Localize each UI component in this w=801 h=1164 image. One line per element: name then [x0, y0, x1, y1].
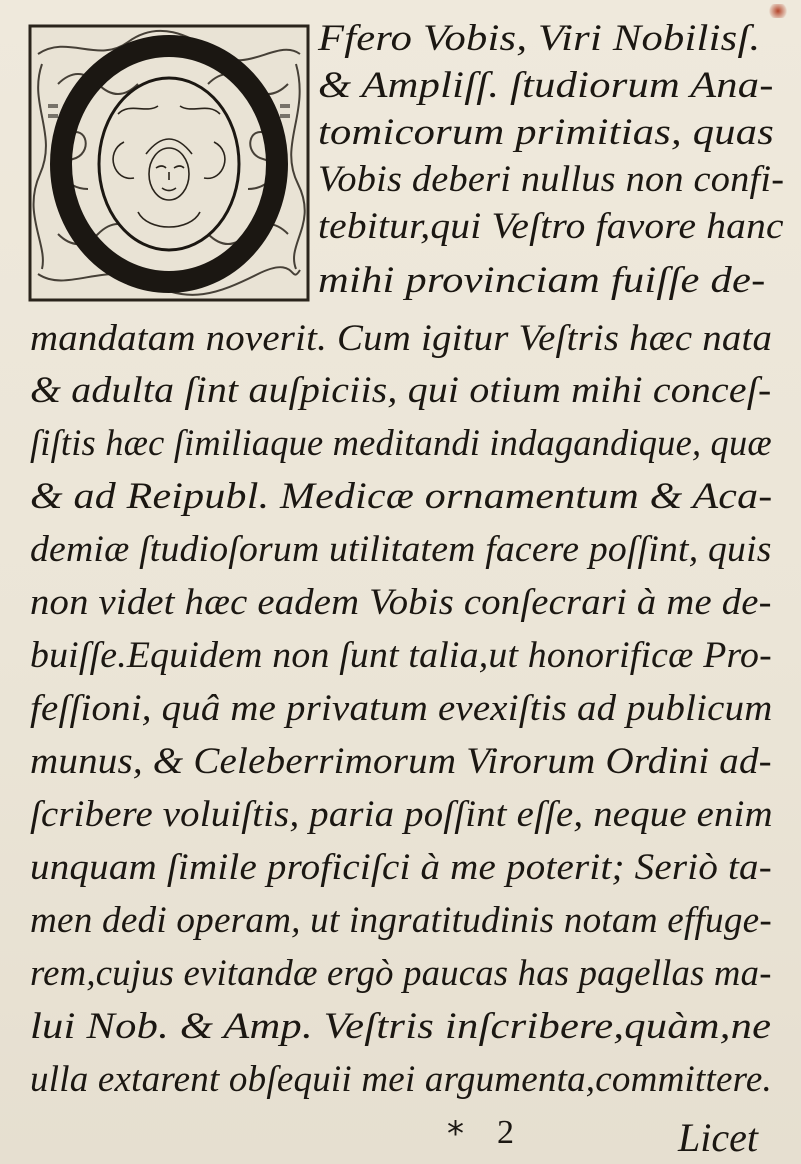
text-line-11: demiæ ſtudioſorum utilitatem facere poſſint, quis — [30, 529, 772, 570]
text-line-13: buiſſe.Equidem non ſunt talia,ut honorificæ Pro- — [30, 635, 772, 676]
text-line-6: mihi provinciam fuiſſe de- — [318, 260, 766, 301]
text-line-1: Ffero Vobis, Viri Nobilisſ. — [318, 18, 761, 59]
text-line-16: ſcribere voluiſtis, paria poſſint eſſe, neque enim — [30, 794, 773, 835]
text-line-4: Vobis deberi nullus non confi- — [318, 159, 785, 200]
signature-mark: 2 — [497, 1114, 514, 1151]
catchword: Licet — [678, 1115, 758, 1160]
text-line-8: & adulta ſint auſpiciis, qui otium mihi conceſ- — [30, 370, 772, 411]
text-line-17: unquam ſimile proficiſci à me poterit; Seriò ta- — [30, 847, 772, 888]
text-line-20: lui Nob. & Amp. Veſtris inſcribere,quàm,ne — [30, 1006, 772, 1047]
text-line-3: tomicorum primitias, quas — [318, 112, 775, 153]
text-line-7: mandatam noverit. Cum igitur Veſtris hæc nata — [30, 318, 773, 359]
text-line-15: munus, & Celeberrimorum Virorum Ordini ad- — [30, 741, 772, 782]
text-line-9: ſiſtis hæc ſimiliaque meditandi indagandique, quæ — [30, 423, 772, 464]
text-line-14: feſſioni, quâ me privatum evexiſtis ad publicum — [30, 688, 773, 729]
text-line-10: & ad Reipubl. Medicæ ornamentum & Aca- — [30, 476, 773, 517]
text-line-19: rem,cujus evitandæ ergò paucas has pagellas ma- — [30, 953, 772, 994]
text-line-12: non videt hæc eadem Vobis conſecrari à me de- — [30, 582, 772, 623]
text-line-2: & Ampliſſ. ſtudiorum Ana- — [318, 65, 774, 106]
decorated-initial-o — [28, 24, 310, 302]
ink-stain — [767, 4, 789, 18]
text-line-21: ulla extarent obſequii mei argumenta,committere. — [30, 1059, 772, 1100]
footer-star-mark: * — [447, 1114, 464, 1154]
text-line-18: men dedi operam, ut ingratitudinis notam effuge- — [30, 900, 772, 941]
text-line-5: tebitur,qui Veſtro favore hanc — [318, 206, 784, 247]
